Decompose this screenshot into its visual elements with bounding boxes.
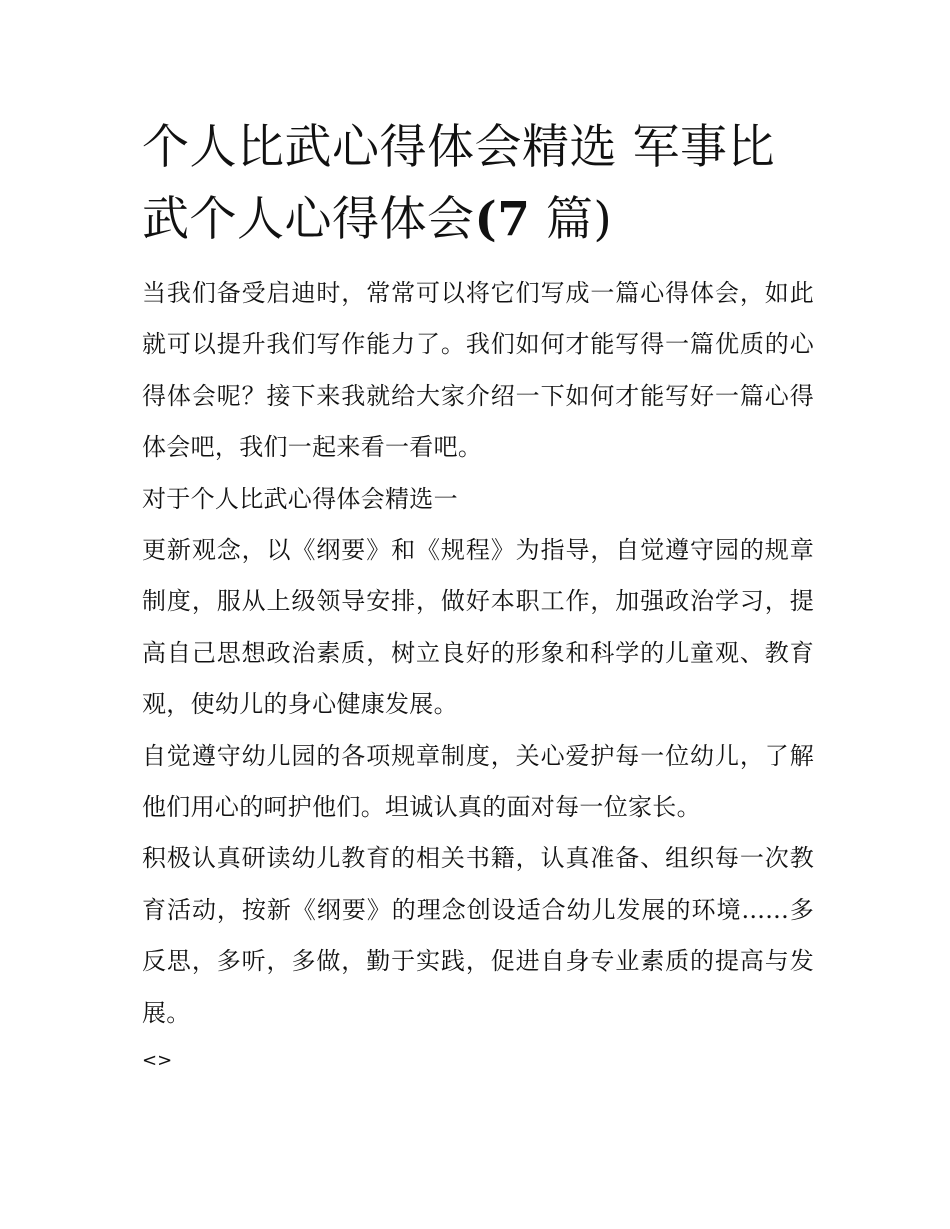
- body-paragraph: 自觉遵守幼儿园的各项规章制度，关心爱护每一位幼儿，了解他们用心的呵护他们。坦诚认真的面对每一位家长。: [142, 741, 814, 822]
- title-count: (7: [474, 192, 531, 247]
- title-suffix: 篇): [530, 192, 613, 247]
- end-marker: <>: [142, 1050, 173, 1072]
- document-page: [142, 112, 814, 1075]
- intro-paragraph: 当我们备受启迪时，常常可以将它们写成一篇心得体会，如此就可以提升我们写作能力了。我们如何才能写得一篇优质的心得体会呢？接下来我就给大家介绍一下如何才能写好一篇心得体会吧，我们一起来看一看吧。: [142, 279, 814, 462]
- body-paragraph: 积极认真研读幼儿教育的相关书籍，认真准备、组织每一次教育活动，按新《纲要》的理念创设适合幼儿发展的环境......多反思，多听，多做，勤于实践，促进自身专业素质的提高与发展。: [142, 844, 814, 1027]
- title-text: 个人比武心得体会精选 军事比武个人心得体会: [142, 120, 775, 247]
- document-title: [142, 112, 814, 256]
- body-paragraph: 更新观念，以《纲要》和《规程》为指导，自觉遵守园的规章制度，服从上级领导安排，做好本职工作，加强政治学习，提高自己思想政治素质，树立良好的形象和科学的儿童观、教育观，使幼儿的身心健康发展。: [142, 536, 814, 719]
- section-heading: 对于个人比武心得体会精选一: [142, 484, 458, 513]
